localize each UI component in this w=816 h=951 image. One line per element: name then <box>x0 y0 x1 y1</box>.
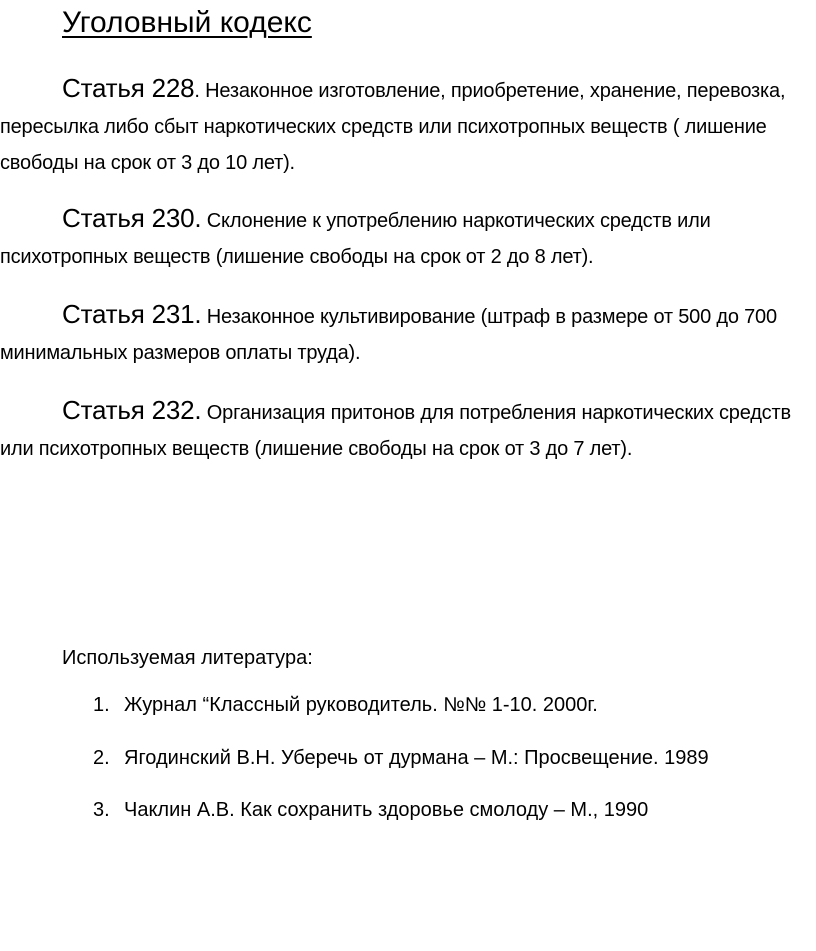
article-text: Незаконное изготовление, приобретение, хранение, перевозка, пересылка либо сбыт наркотических средств или психотропных веществ ( лишение свободы на срок от 3 до 10 лет). <box>0 80 786 174</box>
article-number: Статья 230. <box>62 203 202 233</box>
list-marker: 2. <box>93 747 110 769</box>
list-marker: 3. <box>93 799 110 821</box>
literature-item <box>0 690 816 720</box>
literature-item <box>0 743 816 773</box>
document-title: Уголовный кодекс <box>62 6 312 39</box>
article-text: Незаконное культивирование (штраф в размере от 500 до 700 минимальных размеров оплаты труда). <box>0 306 777 364</box>
literature-item-text: Чаклин А.В. Как сохранить здоровье смолоду – М., 1990 <box>124 799 649 821</box>
article-228 <box>0 70 808 181</box>
article-text: Организация притонов для потребления наркотических средств или психотропных веществ (лишение свободы на срок от 3 до 7 лет). <box>0 402 791 460</box>
article-number: Статья 231. <box>62 299 202 329</box>
article-232 <box>0 392 808 467</box>
literature-heading: Используемая литература: <box>62 647 313 669</box>
literature-item-text: Ягодинский В.Н. Уберечь от дурмана – М.: Просвещение. 1989 <box>124 747 709 769</box>
list-marker: 1. <box>93 694 110 716</box>
article-number: Статья 228 <box>62 73 195 103</box>
article-text: Склонение к употреблению наркотических средств или психотропных веществ (лишение свободы на срок от 2 до 8 лет). <box>0 210 711 268</box>
article-231 <box>0 296 808 371</box>
article-number: Статья 232. <box>62 395 202 425</box>
literature-item <box>0 795 816 825</box>
article-230 <box>0 200 808 275</box>
article-separator: . <box>194 80 200 102</box>
literature-item-text: Журнал “Классный руководитель. №№ 1-10. 2000г. <box>124 694 598 716</box>
